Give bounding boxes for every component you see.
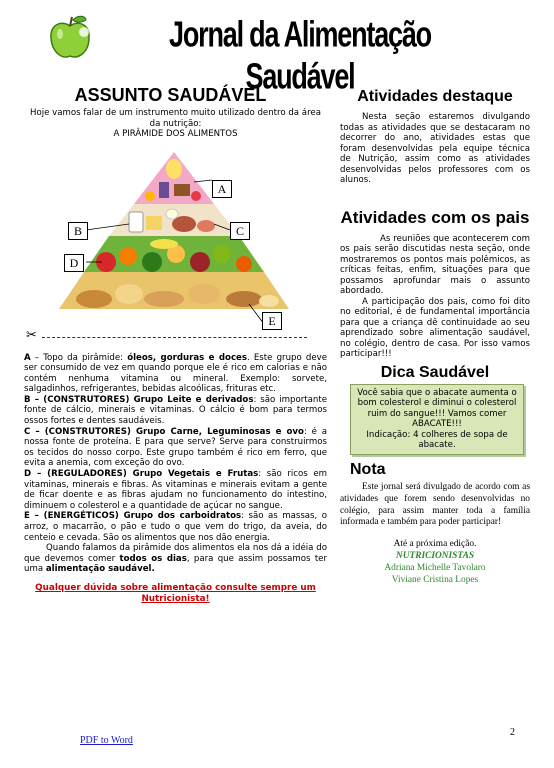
paragraph-b: B – (CONSTRUTORES) Grupo Leite e derivados: são importante fonte de cálcio, minerais e vitaminas. O cálcio é bom para termos ossos fortes e dentes saudáveis.	[24, 394, 327, 427]
signature-title: NUTRICIONISTAS	[395, 551, 475, 562]
pais-paragraph-1: As reuniões que acontecerem com os pais serão discutidas nesta seção, onde mostraremos os pontos mais polêmicos, as críticas feitas, enfim, situações para que possamos aprofundar mais o assunto abordado.	[340, 233, 530, 296]
nota-text: Este jornal será divulgado de acordo com as atividades que forem sendo desenvolvidas no colégio, para assim manter toda a família informada e também para poder participar!	[340, 482, 530, 528]
journal-title: Jornal da Alimentação Saudável	[169, 14, 431, 97]
pyramid-label-c: C	[230, 222, 250, 240]
pais-paragraph-2: A participação dos pais, como foi dito no editorial, é de fundamental importância para que a criança dê continuidade ao seu aprendizado sobre alimentação saudável, no colégio, dentro de casa. Por isso vamos participar!!!	[340, 296, 530, 359]
scissors-icon: ✂	[26, 327, 37, 343]
pyramid-subheading: A PIRÂMIDE DOS ALIMENTOS	[113, 129, 238, 139]
nutritionist-warning: Qualquer dúvida sobre alimentação consulte sempre um Nutricionista!	[35, 582, 316, 604]
pdf-to-word-link[interactable]: PDF to Word	[80, 735, 133, 746]
pyramid-label-b: B	[68, 222, 88, 240]
pais-heading: Atividades com os pais	[340, 207, 530, 227]
food-pyramid	[24, 144, 327, 329]
dica-text: Você sabia que o abacate aumenta o bom colesterol e diminui o colesterol ruim do sangue!!! Vamos comer ABACATE!!!	[357, 387, 517, 430]
apple-icon	[48, 14, 92, 62]
closing-paragraph: Quando falamos da pirâmide dos alimentos ela nos dá a idéia do que devemos comer todos os dias, para que assim possamos ter uma alimentação saudável.	[24, 543, 328, 575]
destaque-text: Nesta seção estaremos divulgando todas as atividades que se destacaram no decorrer do ano, atividades estas que foram desenvolvidas pela equipe técnica de Nutrição, assim como as atividades desenvolvidas pelos professores com os alunos.	[340, 112, 530, 185]
paragraph-d: D – (REGULADORES) Grupo Vegetais e Frutas: são ricos em vitaminas, minerais e fibras. As vitaminas e minerais evitam a gente de ficar doente e as fibras ajudam no funcionamento do intestino, diminuem o colesterol e a quantidade de açúcar no sangue.	[24, 469, 327, 511]
intro-text: Hoje vamos falar de um instrumento muito utilizado dentro da área da nutrição:	[30, 108, 321, 129]
destaque-heading: Atividades destaque	[357, 88, 513, 105]
cut-line	[24, 327, 327, 343]
section-heading: ASSUNTO SAUDÁVEL	[74, 85, 267, 105]
farewell-text: Até a próxima edição.	[393, 539, 477, 550]
dashed-divider	[42, 337, 307, 338]
pyramid-label-a: A	[212, 180, 232, 198]
signature-name-2: Viviane Cristina Lopes	[391, 574, 479, 585]
paragraph-a: A – Topo da pirâmide: óleos, gorduras e doces. Este grupo deve ser consumido de vez em quando porque ele é rico em calorias e não contém nenhuma vitamina ou mineral. Exemplo: sorvete, salgadinhos, refrigerantes, bebidas alcoólicas, frituras etc.	[24, 352, 327, 395]
left-column	[24, 85, 327, 605]
paragraph-e: E – (ENERGÉTICOS) Grupo dos carboidratos: são as massas, o arroz, o macarrão, o pão e tudo o que vem do trigo, da aveia, do centeio e cevada. São os alimentos que nos dão energia.	[24, 511, 327, 543]
signature-name-1: Adriana Michelle Tavolaro	[384, 562, 486, 573]
pyramid-label-d: D	[64, 254, 84, 272]
pyramid-label-e: E	[262, 312, 282, 330]
dica-indicacao: Indicação: 4 colheres de sopa de abacate.	[366, 429, 508, 451]
pyramid-description	[24, 353, 327, 575]
right-column	[340, 88, 530, 586]
nota-heading: Nota	[350, 461, 386, 479]
paragraph-c: C – (CONSTRUTORES) Grupo Carne, Leguminosas e ovo: é a nossa fonte de proteína. E para que serve? Serve para construirmos os tecidos do nosso corpo. Este grupo também é rico em ferro, que evita a anemia, com exceção do ovo.	[24, 426, 327, 469]
dica-box	[350, 384, 524, 456]
pais-text	[340, 234, 530, 360]
dica-heading: Dica Saudável	[380, 363, 490, 381]
page-number: 2	[510, 727, 515, 738]
